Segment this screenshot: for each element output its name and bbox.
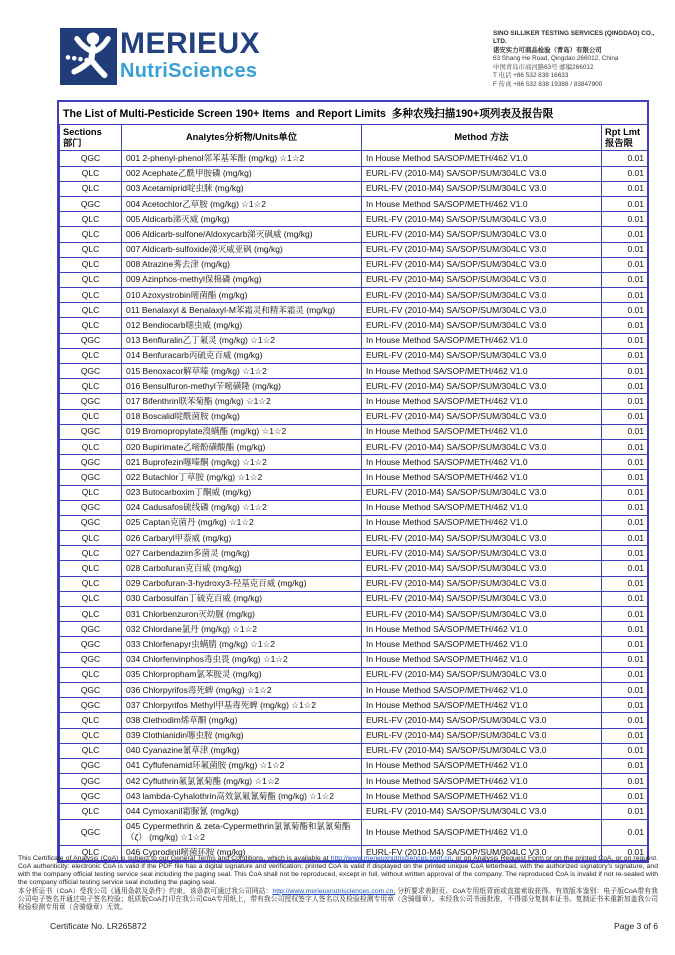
method-cell: EURL-FV (2010-M4) SA/SOP/SUM/304LC V3.0 — [362, 227, 602, 242]
table-row — [60, 622, 648, 637]
analyte-cell: 009 Azinphos-methyl保棉磷 (mg/kg) — [122, 272, 362, 287]
table-row — [60, 242, 648, 257]
table-row — [60, 272, 648, 287]
section-cell: QGC — [60, 333, 122, 348]
analyte-cell: 019 Bromopropylate溴螨酯 (mg/kg) ☆1☆2 — [122, 424, 362, 439]
section-cell: QLC — [60, 485, 122, 500]
footer-en-text-after: , or on Analysis Request Form or on the printed CoA, or on request. CoA authenticity: electronic CoA is valid if the PDF file has a digital signature and verification; printed CoA is valid if displayed on the printed unique CoA letterhead, with the authorized signatory's signature, and with the company official testing service seal including the paging seal. This CoA shall not be reproduced, except in full, without written approval of the company. The reproduced CoA is invalid if not re-sealed with the company official testing service seal including the paging seal. — [18, 855, 658, 887]
limit-cell: 0.01 — [602, 227, 648, 242]
limit-cell: 0.01 — [602, 424, 648, 439]
analyte-cell: 024 Cadusafos硫线磷 (mg/kg) ☆1☆2 — [122, 500, 362, 515]
company-tel: T 电话 +86 532 838 16633 — [493, 72, 569, 80]
section-cell: QLC — [60, 743, 122, 758]
certificate-number: Certificate No. LR265872 — [50, 921, 147, 932]
limit-cell: 0.01 — [602, 318, 648, 333]
table-row — [60, 196, 648, 211]
table-row — [60, 303, 648, 318]
analyte-cell: 004 Acetochlor乙草胺 (mg/kg) ☆1☆2 — [122, 196, 362, 211]
limit-cell: 0.01 — [602, 272, 648, 287]
limit-cell: 0.01 — [602, 379, 648, 394]
analyte-cell: 013 Benfluralin乙丁氟灵 (mg/kg) ☆1☆2 — [122, 333, 362, 348]
table-row — [60, 789, 648, 804]
report-title: The List of Multi-Pesticide Screen 190+ Items and Report Limits 多种农残扫描190+项列表及报告限 — [63, 108, 554, 120]
limit-cell: 0.01 — [602, 257, 648, 272]
table-row — [60, 531, 648, 546]
method-cell: In House Method SA/SOP/METH/462 V1.0 — [362, 774, 602, 789]
company-address-en: 63 Shang He Road, Qingdao 266012, China — [493, 55, 619, 63]
table-row — [60, 455, 648, 470]
method-cell: In House Method SA/SOP/METH/462 V1.0 — [362, 652, 602, 667]
method-cell: In House Method SA/SOP/METH/462 V1.0 — [362, 819, 602, 845]
header-rpt-lmt — [602, 125, 648, 151]
section-cell: QLC — [60, 257, 122, 272]
method-cell: EURL-FV (2010-M4) SA/SOP/SUM/304LC V3.0 — [362, 485, 602, 500]
limit-cell: 0.01 — [602, 348, 648, 363]
limit-cell: 0.01 — [602, 561, 648, 576]
limit-cell: 0.01 — [602, 394, 648, 409]
footer-en-text: This Certificate of Analysis (CoA) is subject to our General Terms and Conditions, which is available at — [18, 855, 331, 862]
table-row — [60, 166, 648, 181]
analyte-cell: 022 Butachlor丁草胺 (mg/kg) ☆1☆2 — [122, 470, 362, 485]
section-cell: QGC — [60, 789, 122, 804]
section-cell: QGC — [60, 819, 122, 845]
analyte-cell: 046 Cyprodinil嘧菌环胺 (mg/kg) — [122, 845, 362, 860]
table-row — [60, 379, 648, 394]
section-cell: QGC — [60, 364, 122, 379]
analyte-cell: 011 Benalaxyl & Benalaxyl-M苯霜灵和精苯霜灵 (mg/kg) — [122, 303, 362, 318]
company-fax: F 传真 +86 532 838 19388 / 83847900 — [493, 80, 603, 88]
analyte-cell: 043 lambda-Cyhalothrin高效氯氟氰菊酯 (mg/kg) ☆1☆2 — [122, 789, 362, 804]
limit-cell: 0.01 — [602, 591, 648, 606]
analyte-cell: 029 Carbofuran-3-hydroxy3-羟基克百威 (mg/kg) — [122, 576, 362, 591]
analyte-cell: 007 Aldicarb-sulfoxide涕灭威亚砜 (mg/kg) — [122, 242, 362, 257]
table-row — [60, 607, 648, 622]
section-cell: QLC — [60, 546, 122, 561]
method-cell: EURL-FV (2010-M4) SA/SOP/SUM/304LC V3.0 — [362, 713, 602, 728]
method-cell: EURL-FV (2010-M4) SA/SOP/SUM/304LC V3.0 — [362, 591, 602, 606]
analyte-cell: 012 Bendiocarb噁虫威 (mg/kg) — [122, 318, 362, 333]
analyte-cell: 025 Captan克菌丹 (mg/kg) ☆1☆2 — [122, 515, 362, 530]
method-cell: EURL-FV (2010-M4) SA/SOP/SUM/304LC V3.0 — [362, 348, 602, 363]
table-row — [60, 151, 648, 166]
limit-cell: 0.01 — [602, 607, 648, 622]
limit-cell: 0.01 — [602, 819, 648, 845]
footer-terms-zh — [18, 888, 658, 912]
table-row — [60, 667, 648, 682]
table-row — [60, 743, 648, 758]
table-row — [60, 500, 648, 515]
section-cell: QLC — [60, 728, 122, 743]
limit-cell: 0.01 — [602, 196, 648, 211]
section-cell: QGC — [60, 774, 122, 789]
method-cell: In House Method SA/SOP/METH/462 V1.0 — [362, 500, 602, 515]
analyte-cell: 015 Benoxacor解草嗪 (mg/kg) ☆1☆2 — [122, 364, 362, 379]
analyte-cell: 018 Boscalid啶酰菌胺 (mg/kg) — [122, 409, 362, 424]
footer-terms-en — [18, 855, 658, 888]
analyte-cell: 041 Cyflufenamid环氟菌胺 (mg/kg) ☆1☆2 — [122, 758, 362, 773]
method-cell: EURL-FV (2010-M4) SA/SOP/SUM/304LC V3.0 — [362, 667, 602, 682]
limit-cell: 0.01 — [602, 303, 648, 318]
limit-cell: 0.01 — [602, 455, 648, 470]
page-header — [0, 0, 675, 100]
table-row — [60, 758, 648, 773]
section-cell: QGC — [60, 151, 122, 166]
terms-link-en[interactable]: http://www.merieuxnutrisciences.com.cn — [330, 855, 452, 862]
method-cell: In House Method SA/SOP/METH/462 V1.0 — [362, 789, 602, 804]
analyte-cell: 037 Chlorpyrifos Methyl甲基毒死蜱 (mg/kg) ☆1☆2 — [122, 698, 362, 713]
limit-cell: 0.01 — [602, 470, 648, 485]
limit-cell: 0.01 — [602, 500, 648, 515]
method-cell: In House Method SA/SOP/METH/462 V1.0 — [362, 637, 602, 652]
analyte-cell: 008 Atrazine莠去津 (mg/kg) — [122, 257, 362, 272]
table-row — [60, 333, 648, 348]
analyte-cell: 010 Azoxystrobin嘧菌酯 (mg/kg) — [122, 288, 362, 303]
section-cell: QLC — [60, 227, 122, 242]
method-cell: In House Method SA/SOP/METH/462 V1.0 — [362, 196, 602, 211]
header-sections-zh: 部门 — [63, 137, 82, 148]
method-cell: In House Method SA/SOP/METH/462 V1.0 — [362, 470, 602, 485]
table-row — [60, 591, 648, 606]
limit-cell: 0.01 — [602, 622, 648, 637]
table-row — [60, 439, 648, 454]
method-cell: EURL-FV (2010-M4) SA/SOP/SUM/304LC V3.0 — [362, 607, 602, 622]
section-cell: QLC — [60, 804, 122, 819]
limit-cell: 0.01 — [602, 531, 648, 546]
limit-cell: 0.01 — [602, 743, 648, 758]
method-cell: In House Method SA/SOP/METH/462 V1.0 — [362, 515, 602, 530]
section-cell: QLC — [60, 845, 122, 860]
method-cell: EURL-FV (2010-M4) SA/SOP/SUM/304LC V3.0 — [362, 303, 602, 318]
table-row — [60, 257, 648, 272]
section-cell: QLC — [60, 348, 122, 363]
method-cell: EURL-FV (2010-M4) SA/SOP/SUM/304LC V3.0 — [362, 318, 602, 333]
analyte-cell: 042 Cyfluthrin氟氯氰菊酯 (mg/kg) ☆1☆2 — [122, 774, 362, 789]
analyte-cell: 003 Acetamiprid啶虫脒 (mg/kg) — [122, 181, 362, 196]
brand-wordmark — [120, 29, 260, 81]
method-cell: EURL-FV (2010-M4) SA/SOP/SUM/304LC V3.0 — [362, 257, 602, 272]
table-row — [60, 819, 648, 845]
method-cell: EURL-FV (2010-M4) SA/SOP/SUM/304LC V3.0 — [362, 728, 602, 743]
company-name-zh: 诺安实力可商品检验（青岛）有限公司 — [493, 46, 602, 54]
limit-cell: 0.01 — [602, 515, 648, 530]
analyte-cell: 020 Bupirimate乙嘧酚磺酸酯 (mg/kg) — [122, 439, 362, 454]
limit-cell: 0.01 — [602, 576, 648, 591]
limit-cell: 0.01 — [602, 181, 648, 196]
section-cell: QGC — [60, 637, 122, 652]
method-cell: In House Method SA/SOP/METH/462 V1.0 — [362, 151, 602, 166]
table-row — [60, 682, 648, 697]
section-cell: QGC — [60, 622, 122, 637]
merieux-person-icon — [60, 28, 117, 85]
table-row — [60, 698, 648, 713]
section-cell: QLC — [60, 212, 122, 227]
limit-cell: 0.01 — [602, 151, 648, 166]
method-cell: In House Method SA/SOP/METH/462 V1.0 — [362, 364, 602, 379]
page-footer — [18, 855, 658, 931]
analyte-cell: 035 Chlorpropham氯苯胺灵 (mg/kg) — [122, 667, 362, 682]
section-cell: QGC — [60, 682, 122, 697]
method-cell: EURL-FV (2010-M4) SA/SOP/SUM/304LC V3.0 — [362, 409, 602, 424]
limit-cell: 0.01 — [602, 698, 648, 713]
limit-cell: 0.01 — [602, 333, 648, 348]
method-cell: In House Method SA/SOP/METH/462 V1.0 — [362, 455, 602, 470]
section-cell: QLC — [60, 379, 122, 394]
limit-cell: 0.01 — [602, 667, 648, 682]
section-cell: QLC — [60, 591, 122, 606]
method-cell: EURL-FV (2010-M4) SA/SOP/SUM/304LC V3.0 — [362, 576, 602, 591]
limit-cell: 0.01 — [602, 789, 648, 804]
analyte-cell: 040 Cyanazine氰草津 (mg/kg) — [122, 743, 362, 758]
analyte-cell: 017 Bifenthrin联苯菊酯 (mg/kg) ☆1☆2 — [122, 394, 362, 409]
method-cell: In House Method SA/SOP/METH/462 V1.0 — [362, 333, 602, 348]
table-row — [60, 348, 648, 363]
method-cell: EURL-FV (2010-M4) SA/SOP/SUM/304LC V3.0 — [362, 181, 602, 196]
analyte-cell: 027 Carbendazim多菌灵 (mg/kg) — [122, 546, 362, 561]
limit-cell: 0.01 — [602, 485, 648, 500]
limit-cell: 0.01 — [602, 774, 648, 789]
limit-cell: 0.01 — [602, 728, 648, 743]
section-cell: QLC — [60, 561, 122, 576]
table-row — [60, 318, 648, 333]
footer-zh-text-after: 分析要求表附页、CoA专用纸背面或直接索取获得。有效版本鉴别：电子版CoA带有我公司电子签名并通过电子签名校验；纸质版CoA打印在我公司CoA专用纸上，带有我公司授权签字人签名以及检验检测专用章（含骑缝章）。未经我公司书面批准，不得部分复制本证书。复制证书未重新加盖我公司检验检测专用章（含骑缝章）无效。 — [18, 887, 658, 911]
analyte-cell: 006 Aldicarb-sulfone/Aldoxycarb涕灭砜威 (mg/kg) — [122, 227, 362, 242]
brand-nutrisciences-text: NutriSciences — [120, 60, 258, 82]
analyte-cell: 026 Carbaryl甲萘威 (mg/kg) — [122, 531, 362, 546]
section-cell: QGC — [60, 424, 122, 439]
limit-cell: 0.01 — [602, 758, 648, 773]
header-method: Method 方法 — [362, 125, 602, 151]
company-address-zh: 中国青岛市商河路63号 邮编266012 — [493, 63, 594, 71]
analyte-cell: 045 Cypermethrin & zeta-Cypermethrin氯氰菊酯和氯氰菊酯（ζ） (mg/kg) ☆1☆2 — [122, 819, 362, 845]
table-row — [60, 470, 648, 485]
method-cell: EURL-FV (2010-M4) SA/SOP/SUM/304LC V3.0 — [362, 439, 602, 454]
analyte-cell: 002 Acephate乙酰甲胺磷 (mg/kg) — [122, 166, 362, 181]
analyte-cell: 032 Chlordane氯丹 (mg/kg) ☆1☆2 — [122, 622, 362, 637]
method-cell: EURL-FV (2010-M4) SA/SOP/SUM/304LC V3.0 — [362, 379, 602, 394]
section-cell: QLC — [60, 181, 122, 196]
table-header-row — [60, 125, 648, 151]
section-cell: QLC — [60, 576, 122, 591]
section-cell: QGC — [60, 758, 122, 773]
limit-cell: 0.01 — [602, 242, 648, 257]
limit-cell: 0.01 — [602, 637, 648, 652]
analyte-cell: 036 Chlorpyrifos毒死蜱 (mg/kg) ☆1☆2 — [122, 682, 362, 697]
table-row — [60, 424, 648, 439]
limit-cell: 0.01 — [602, 166, 648, 181]
section-cell: QGC — [60, 500, 122, 515]
pesticide-table — [59, 124, 648, 861]
company-name-en: SINO SILLIKER TESTING SERVICES (QINGDAO) CO., LTD. — [493, 30, 655, 46]
limit-cell: 0.01 — [602, 439, 648, 454]
table-row — [60, 485, 648, 500]
limit-cell: 0.01 — [602, 682, 648, 697]
analyte-cell: 001 2-phenyl-phenol邻苯基苯酚 (mg/kg) ☆1☆2 — [122, 151, 362, 166]
limit-cell: 0.01 — [602, 288, 648, 303]
method-cell: EURL-FV (2010-M4) SA/SOP/SUM/304LC V3.0 — [362, 561, 602, 576]
header-sections — [60, 125, 122, 151]
table-row — [60, 212, 648, 227]
company-info-block — [493, 30, 658, 89]
method-cell: In House Method SA/SOP/METH/462 V1.0 — [362, 758, 602, 773]
method-cell: EURL-FV (2010-M4) SA/SOP/SUM/304LC V3.0 — [362, 804, 602, 819]
page-indicator: Page 3 of 6 — [614, 921, 658, 932]
limit-cell: 0.01 — [602, 845, 648, 860]
analyte-cell: 038 Clethodim烯草酮 (mg/kg) — [122, 713, 362, 728]
section-cell: QLC — [60, 439, 122, 454]
section-cell: QGC — [60, 470, 122, 485]
method-cell: EURL-FV (2010-M4) SA/SOP/SUM/304LC V3.0 — [362, 166, 602, 181]
table-row — [60, 227, 648, 242]
section-cell: QLC — [60, 531, 122, 546]
table-row — [60, 774, 648, 789]
method-cell: EURL-FV (2010-M4) SA/SOP/SUM/304LC V3.0 — [362, 272, 602, 287]
limit-cell: 0.01 — [602, 546, 648, 561]
analyte-cell: 028 Carbofuran克百威 (mg/kg) — [122, 561, 362, 576]
analyte-cell: 023 Butocarboxim丁酮威 (mg/kg) — [122, 485, 362, 500]
method-cell: EURL-FV (2010-M4) SA/SOP/SUM/304LC V3.0 — [362, 212, 602, 227]
table-row — [60, 652, 648, 667]
section-cell: QLC — [60, 713, 122, 728]
section-cell: QLC — [60, 303, 122, 318]
analyte-cell: 044 Cymoxanil霜脲氰 (mg/kg) — [122, 804, 362, 819]
table-row — [60, 804, 648, 819]
analyte-cell: 039 Clothianidin噻虫胺 (mg/kg) — [122, 728, 362, 743]
method-cell: EURL-FV (2010-M4) SA/SOP/SUM/304LC V3.0 — [362, 288, 602, 303]
section-cell: QLC — [60, 318, 122, 333]
table-row — [60, 364, 648, 379]
analyte-cell: 005 Aldicarb涕灭威 (mg/kg) — [122, 212, 362, 227]
section-cell: QLC — [60, 242, 122, 257]
analyte-cell: 031 Chlorbenzuron灭幼脲 (mg/kg) — [122, 607, 362, 622]
table-row — [60, 561, 648, 576]
table-row — [60, 515, 648, 530]
footer-zh-text: 本分析证书（CoA）受我公司《通用条款及条件》约束，该条款可通过我公司网站： — [18, 887, 273, 895]
table-row — [60, 288, 648, 303]
header-sections-en: Sections — [63, 127, 102, 137]
table-row — [60, 637, 648, 652]
section-cell: QGC — [60, 698, 122, 713]
table-row — [60, 728, 648, 743]
brand-merieux-text: MERIEUX — [120, 27, 261, 60]
method-cell: EURL-FV (2010-M4) SA/SOP/SUM/304LC V3.0 — [362, 242, 602, 257]
method-cell: In House Method SA/SOP/METH/462 V1.0 — [362, 682, 602, 697]
section-cell: QGC — [60, 515, 122, 530]
method-cell: In House Method SA/SOP/METH/462 V1.0 — [362, 622, 602, 637]
limit-cell: 0.01 — [602, 364, 648, 379]
table-row — [60, 394, 648, 409]
header-analytes: Analytes分析物/Units单位 — [122, 125, 362, 151]
section-cell: QLC — [60, 288, 122, 303]
analyte-cell: 016 Bensulfuron-methyl苄嘧磺隆 (mg/kg) — [122, 379, 362, 394]
limit-cell: 0.01 — [602, 212, 648, 227]
method-cell: EURL-FV (2010-M4) SA/SOP/SUM/304LC V3.0 — [362, 845, 602, 860]
analyte-cell: 014 Benfuracarb丙硫克百威 (mg/kg) — [122, 348, 362, 363]
limit-cell: 0.01 — [602, 713, 648, 728]
method-cell: EURL-FV (2010-M4) SA/SOP/SUM/304LC V3.0 — [362, 743, 602, 758]
pesticide-table-body — [60, 151, 648, 861]
table-row — [60, 181, 648, 196]
section-cell: QGC — [60, 455, 122, 470]
merieux-logo — [60, 28, 260, 85]
table-row — [60, 409, 648, 424]
table-row — [60, 546, 648, 561]
certificate-line — [18, 921, 658, 931]
section-cell: QLC — [60, 409, 122, 424]
section-cell: QGC — [60, 394, 122, 409]
method-cell: In House Method SA/SOP/METH/462 V1.0 — [362, 698, 602, 713]
section-cell: QLC — [60, 166, 122, 181]
method-cell: In House Method SA/SOP/METH/462 V1.0 — [362, 424, 602, 439]
method-cell: EURL-FV (2010-M4) SA/SOP/SUM/304LC V3.0 — [362, 546, 602, 561]
analyte-cell: 034 Chlorfenvinphos毒虫畏 (mg/kg) ☆1☆2 — [122, 652, 362, 667]
header-rpt-zh: 报告限 — [605, 137, 633, 148]
analyte-cell: 021 Buprofezin噻嗪酮 (mg/kg) ☆1☆2 — [122, 455, 362, 470]
analyte-cell: 030 Carbosulfan丁硫克百威 (mg/kg) — [122, 591, 362, 606]
limit-cell: 0.01 — [602, 652, 648, 667]
analyte-cell: 033 Chlorfenapyr虫螨腈 (mg/kg) ☆1☆2 — [122, 637, 362, 652]
section-cell: QGC — [60, 196, 122, 211]
header-rpt-en: Rpt Lmt — [605, 127, 641, 137]
limit-cell: 0.01 — [602, 804, 648, 819]
method-cell: In House Method SA/SOP/METH/462 V1.0 — [362, 394, 602, 409]
section-cell: QLC — [60, 272, 122, 287]
section-cell: QLC — [60, 607, 122, 622]
table-row — [60, 713, 648, 728]
table-row — [60, 576, 648, 591]
report-box — [57, 100, 649, 863]
limit-cell: 0.01 — [602, 409, 648, 424]
section-cell: QGC — [60, 652, 122, 667]
section-cell: QLC — [60, 667, 122, 682]
terms-link-zh[interactable]: http://www.merieuxnutrisciences.com.cn, — [272, 887, 396, 895]
method-cell: EURL-FV (2010-M4) SA/SOP/SUM/304LC V3.0 — [362, 531, 602, 546]
